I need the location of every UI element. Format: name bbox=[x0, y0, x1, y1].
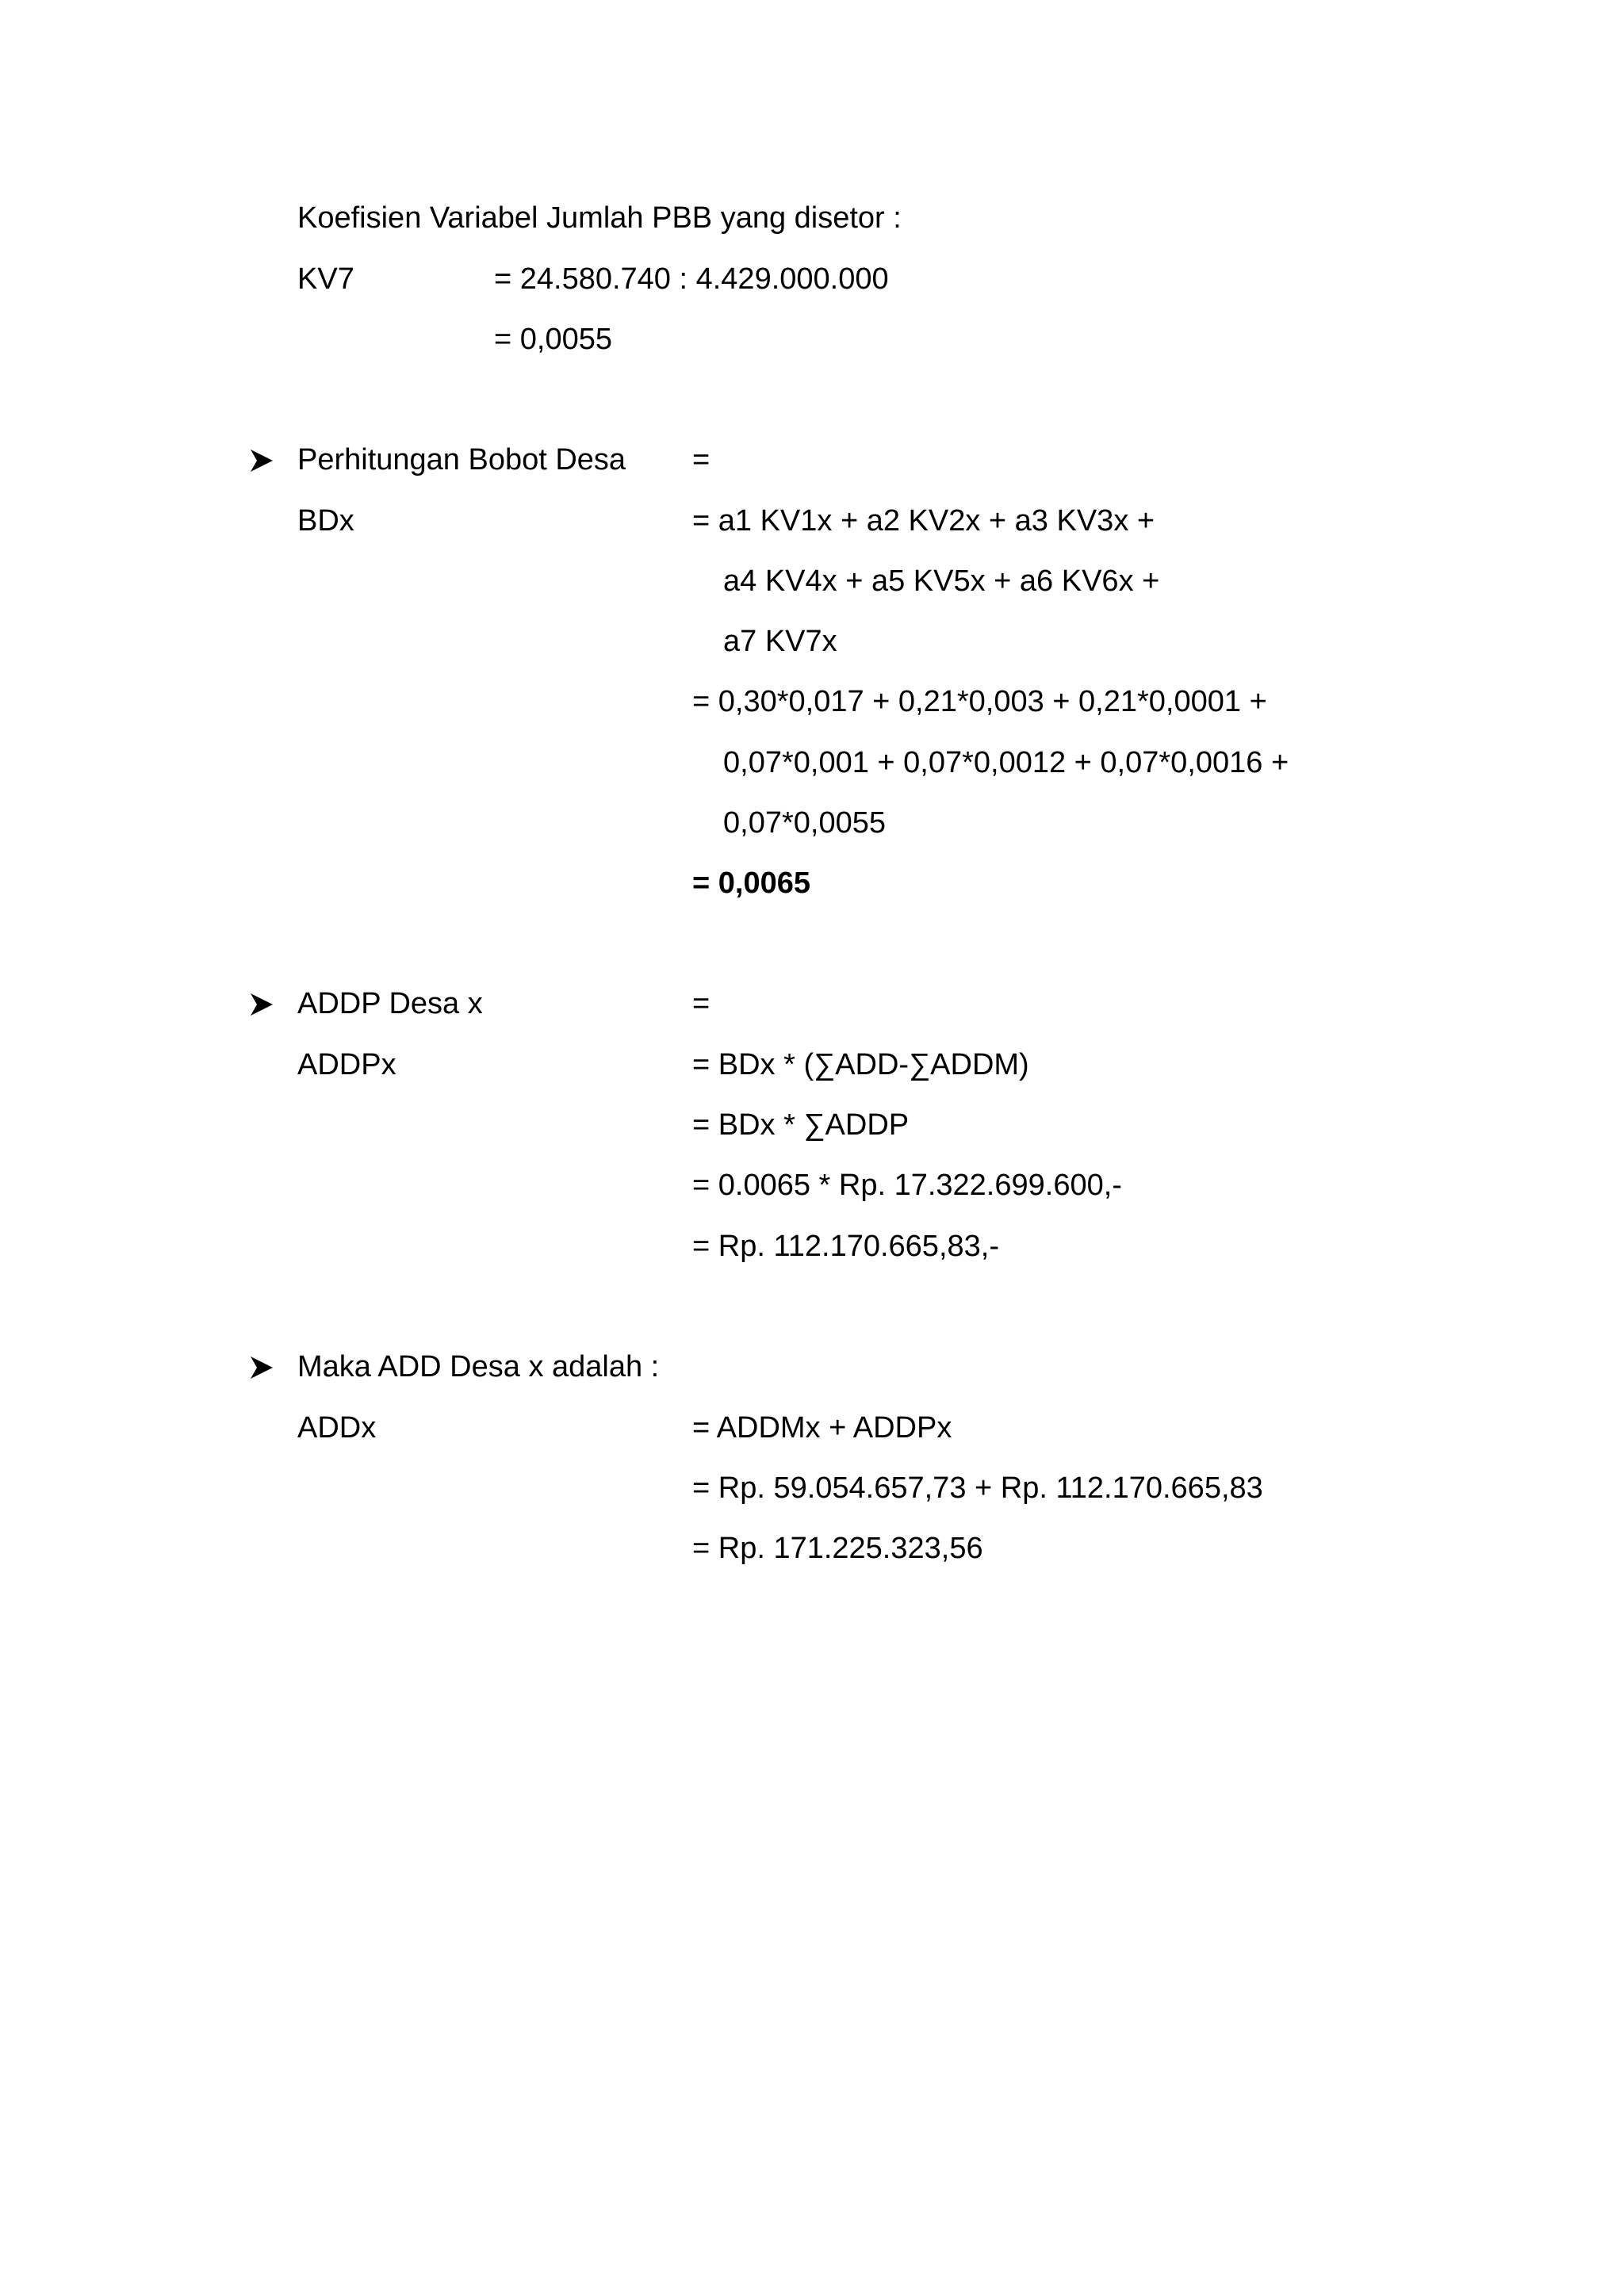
addp-label: ADDPx bbox=[297, 1048, 396, 1081]
kv7-heading: Koefisien Variabel Jumlah PBB yang disetor : bbox=[297, 201, 902, 235]
bobot-label: BDx bbox=[297, 504, 354, 538]
add-result: = Rp. 171.225.323,56 bbox=[692, 1532, 983, 1565]
bobot-formula-line: = a1 KV1x + a2 KV2x + a3 KV3x + bbox=[692, 504, 1155, 538]
kv7-label: KV7 bbox=[297, 262, 354, 296]
arrowhead-bullet-icon bbox=[249, 1355, 274, 1380]
bobot-heading-equals: = bbox=[692, 443, 710, 476]
add-formula-line: = ADDMx + ADDPx bbox=[692, 1411, 952, 1445]
addp-formula-line: = BDx * ∑ADDP bbox=[692, 1108, 910, 1142]
addp-values-line: = 0.0065 * Rp. 17.322.699.600,- bbox=[692, 1169, 1122, 1202]
addp-heading: ADDP Desa x bbox=[297, 987, 483, 1020]
bobot-values-line: = 0,30*0,017 + 0,21*0,003 + 0,21*0,0001 + bbox=[692, 685, 1267, 718]
bobot-values-line: 0,07*0,0055 bbox=[723, 806, 886, 840]
bobot-formula-line: a7 KV7x bbox=[723, 625, 837, 658]
addp-heading-equals: = bbox=[692, 987, 710, 1020]
kv7-equation-line: = 24.580.740 : 4.429.000.000 bbox=[494, 262, 889, 296]
add-label: ADDx bbox=[297, 1411, 377, 1445]
addp-result: = Rp. 112.170.665,83,- bbox=[692, 1230, 999, 1263]
bobot-heading: Perhitungan Bobot Desa bbox=[297, 443, 626, 476]
kv7-result-line: = 0,0055 bbox=[494, 323, 612, 356]
arrowhead-bullet-icon bbox=[249, 448, 274, 473]
bobot-formula-line: a4 KV4x + a5 KV5x + a6 KV6x + bbox=[723, 564, 1160, 598]
bobot-result: = 0,0065 bbox=[692, 867, 810, 900]
bobot-values-line: 0,07*0,001 + 0,07*0,0012 + 0,07*0,0016 + bbox=[723, 746, 1289, 779]
add-values-line: = Rp. 59.054.657,73 + Rp. 112.170.665,83 bbox=[692, 1471, 1263, 1505]
arrowhead-bullet-icon bbox=[249, 992, 274, 1017]
add-heading: Maka ADD Desa x adalah : bbox=[297, 1350, 660, 1383]
addp-formula-line: = BDx * (∑ADD-∑ADDM) bbox=[692, 1048, 1029, 1081]
